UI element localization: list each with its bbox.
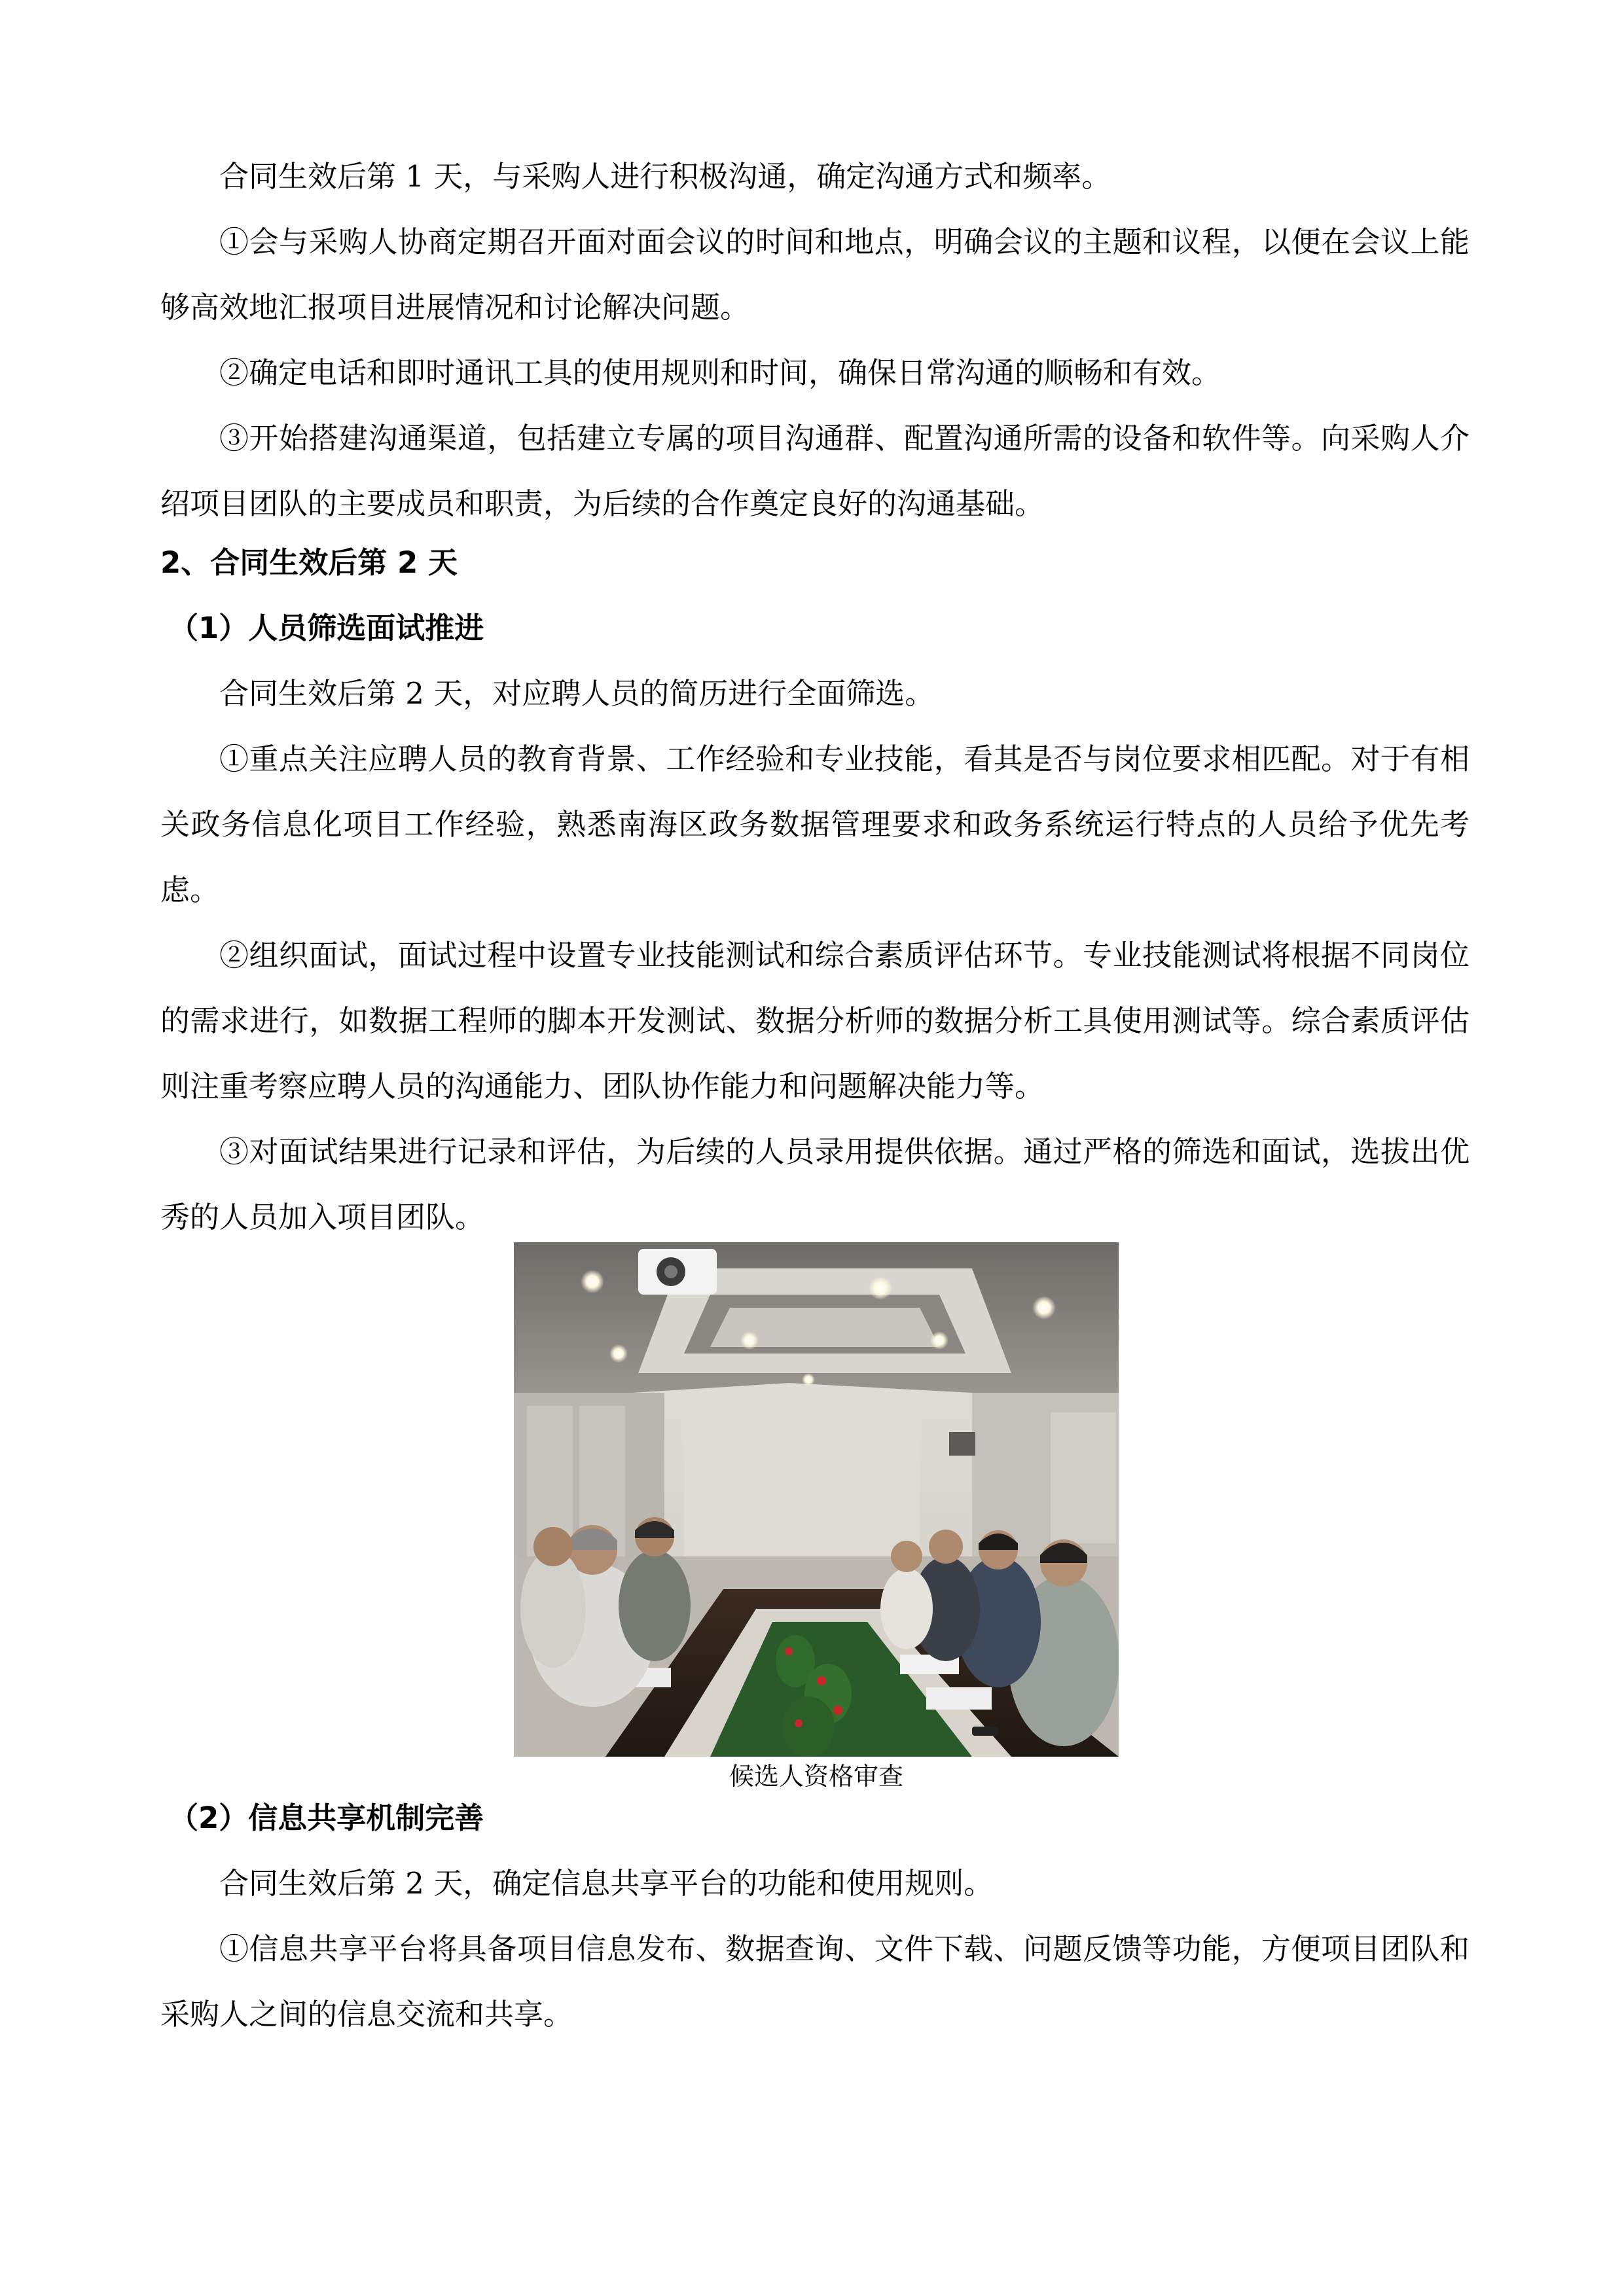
paragraph-interview: ②组织面试，面试过程中设置专业技能测试和综合素质评估环节。专业技能测试将根据不同岗位的需求进行，如数据工程师的脚本开发测试、数据分析师的数据分析工具使用测试等。综合素质评估则注重考察应聘人员的沟通能力、团队协作能力和问题解决能力等。: [160, 938, 1470, 1103]
paragraph-platform-rules: 合同生效后第 2 天，确定信息共享平台的功能和使用规则。: [219, 1866, 994, 1901]
section-heading-day2: 2、合同生效后第 2 天: [160, 545, 458, 580]
paragraph-meeting-schedule: ①会与采购人协商定期召开面对面会议的时间和地点，明确会议的主题和议程，以便在会议上能够高效地汇报项目进展情况和讨论解决问题。: [160, 224, 1470, 325]
paragraph-channel-setup: ③开始搭建沟通渠道，包括建立专属的项目沟通群、配置沟通所需的设备和软件等。向采购人介绍项目团队的主要成员和职责，为后续的合作奠定良好的沟通基础。: [160, 421, 1470, 521]
meeting-room-photo: [514, 1242, 1119, 1757]
subheading-screening: （1）人员筛选面试推进: [169, 611, 484, 645]
paragraph-phone-rules: ②确定电话和即时通讯工具的使用规则和时间，确保日常沟通的顺畅和有效。: [219, 355, 1221, 390]
paragraph-contact-day1: 合同生效后第 1 天，与采购人进行积极沟通，确定沟通方式和频率。: [219, 159, 1111, 194]
subheading-info-sharing: （2）信息共享机制完善: [169, 1801, 484, 1835]
paragraph-platform-features: ①信息共享平台将具备项目信息发布、数据查询、文件下载、问题反馈等功能，方便项目团队和采购人之间的信息交流和共享。: [160, 1931, 1470, 2032]
figure-caption: 候选人资格审查: [729, 1762, 903, 1791]
paragraph-resume-screening: 合同生效后第 2 天，对应聘人员的简历进行全面筛选。: [219, 676, 935, 711]
paragraph-focus-criteria: ①重点关注应聘人员的教育背景、工作经验和专业技能，看其是否与岗位要求相匹配。对于有相关政务信息化项目工作经验，熟悉南海区政务数据管理要求和政务系统运行特点的人员给予优先考虑。: [160, 742, 1470, 907]
paragraph-evaluation: ③对面试结果进行记录和评估，为后续的人员录用提供依据。通过严格的筛选和面试，选拔出优秀的人员加入项目团队。: [160, 1134, 1470, 1234]
